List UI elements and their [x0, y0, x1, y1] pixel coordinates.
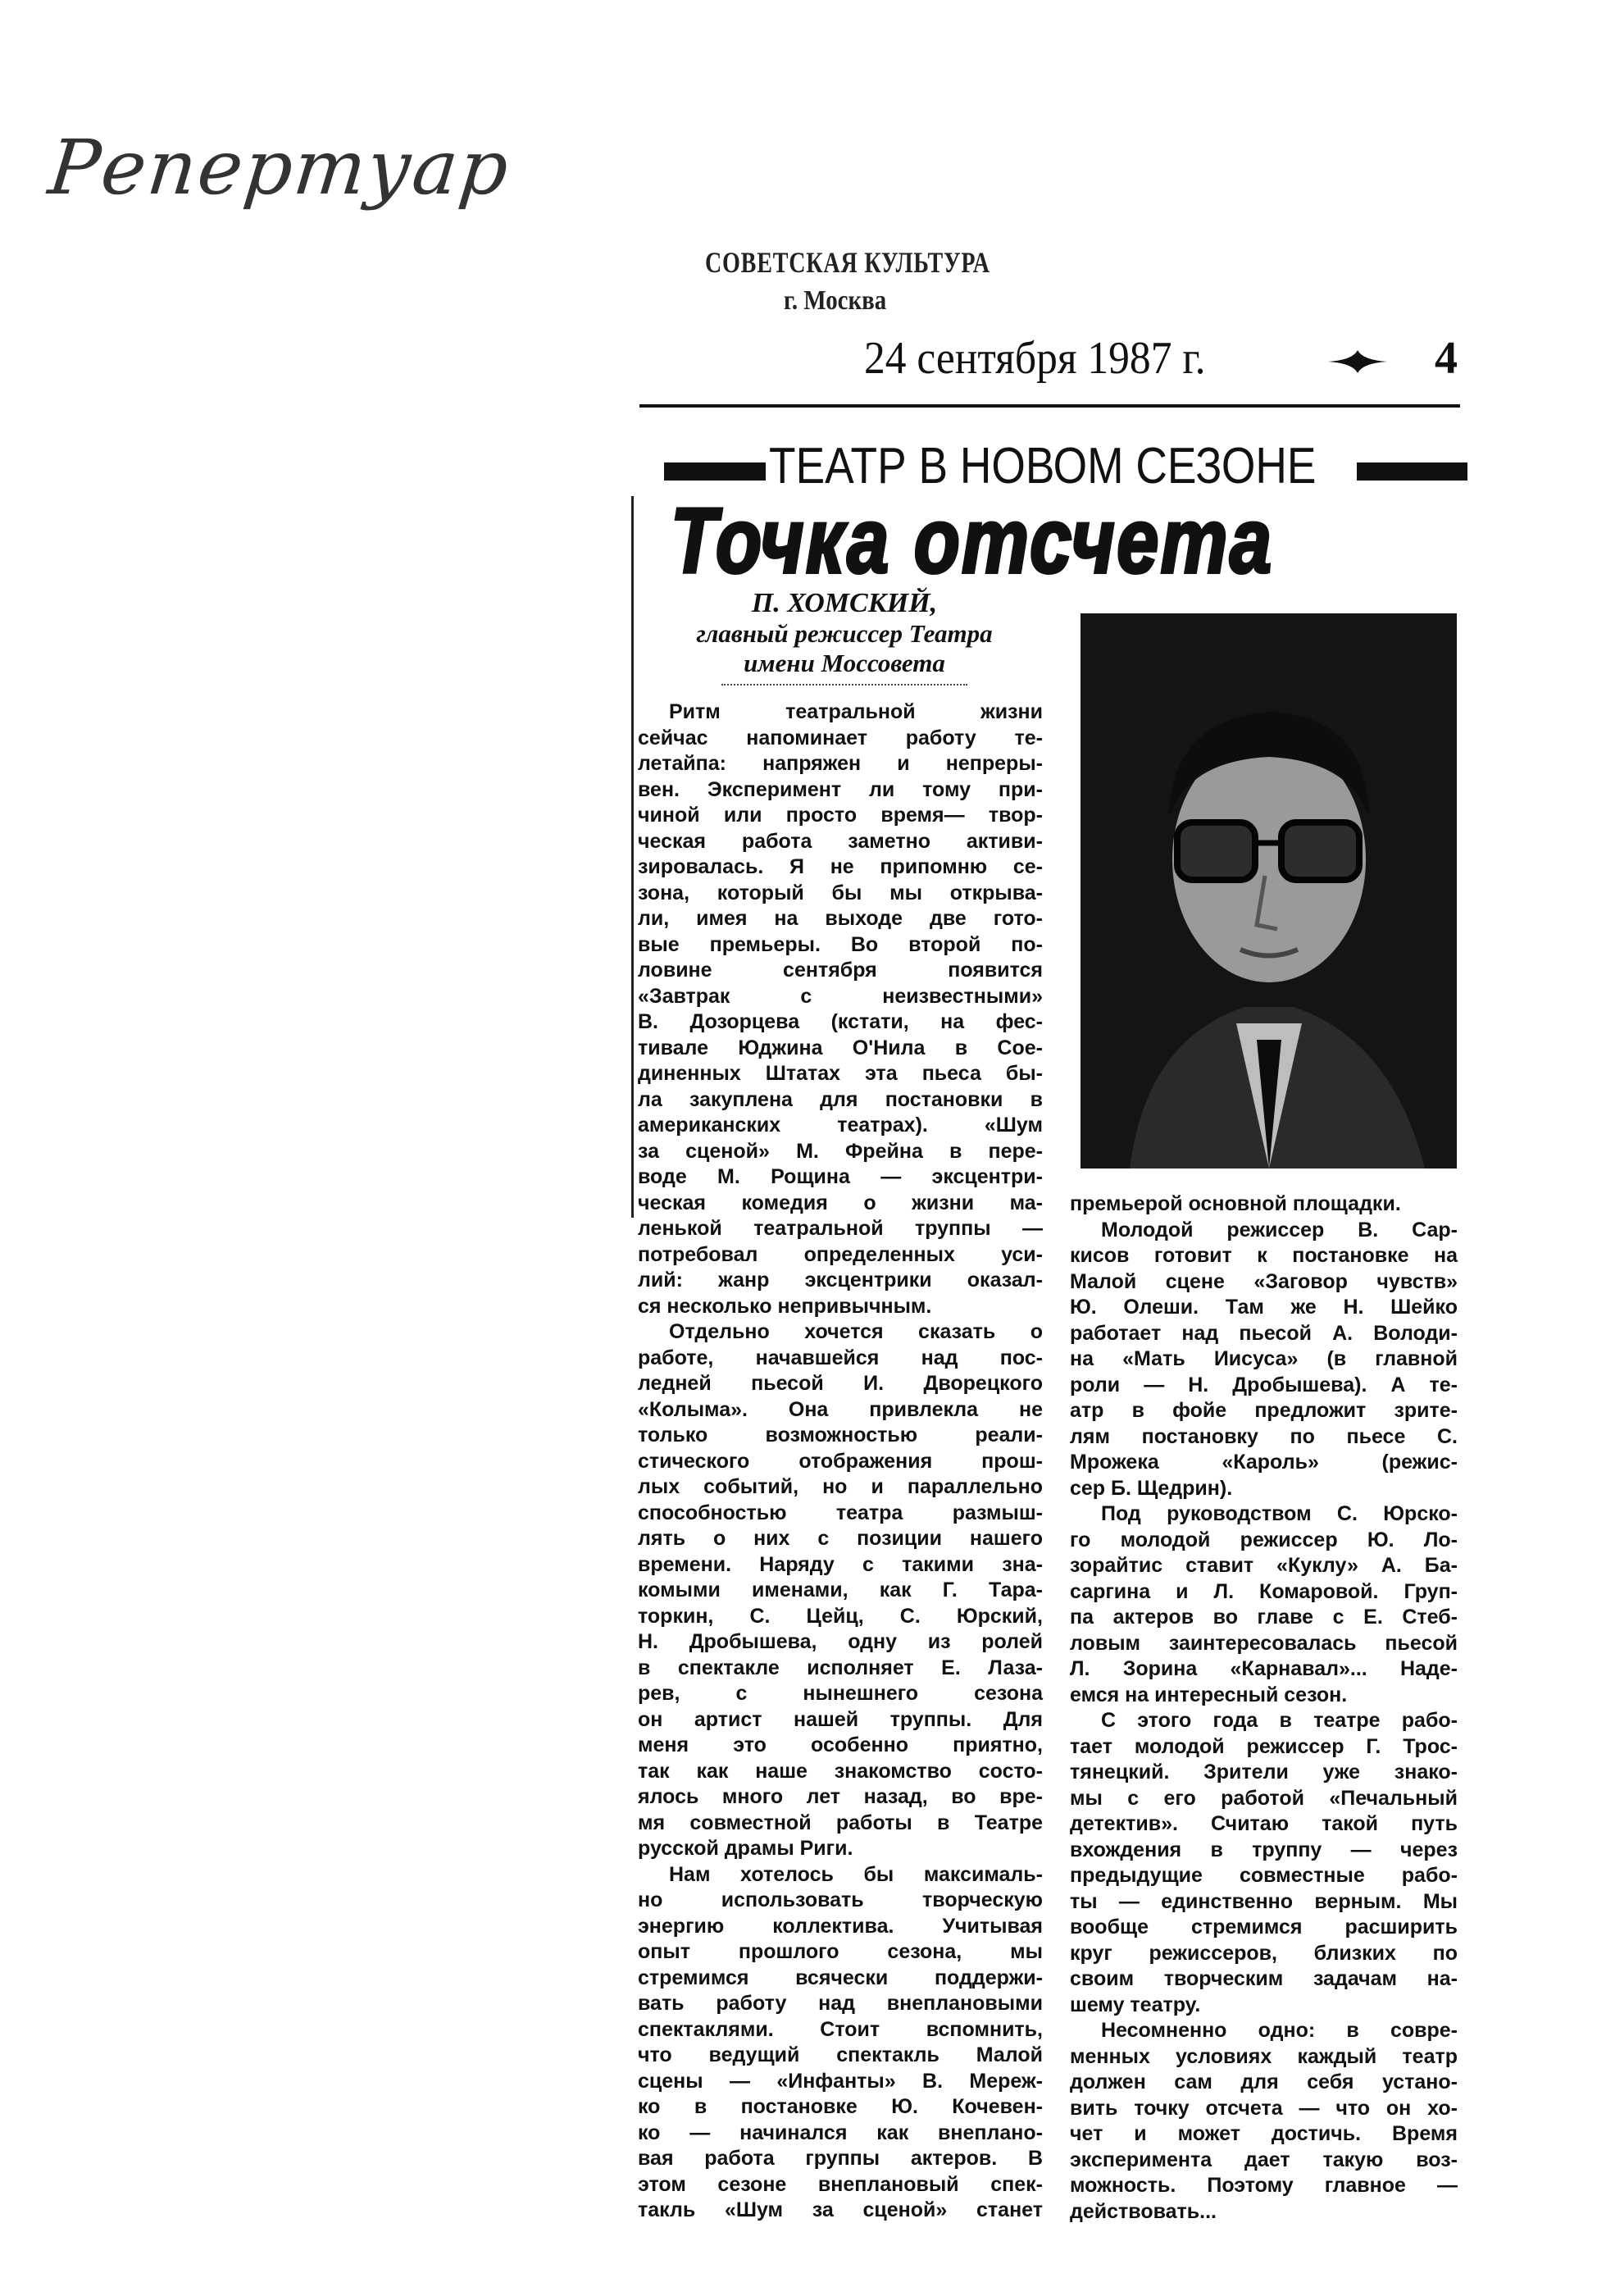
article-paragraph — [1070, 1501, 1458, 1708]
rubric-heading: ТЕАТР В НОВОМ СЕЗОНЕ — [769, 438, 1317, 494]
article-line: ся несколько непривычным. — [638, 1294, 932, 1318]
article-paragraph — [1070, 1218, 1458, 1502]
header-rule — [639, 404, 1460, 408]
article-line: такль «Шум за сценой» станет — [638, 2198, 1043, 2221]
author-portrait-photo — [1081, 613, 1457, 1168]
byline-author: П. ХОМСКИЙ, — [751, 588, 938, 618]
article-line: летайпа: напряжен и непреры- — [638, 752, 1043, 775]
article-paragraph — [638, 1862, 1043, 2224]
newspaper-name: СОВЕТСКАЯ КУЛЬТУРА — [705, 246, 990, 279]
article-line: вообще стремимся расширить — [1070, 1916, 1458, 1938]
article-line: С этого года в театре рабо- — [1101, 1709, 1458, 1732]
article-line: лий: жанр эксцентрики оказал- — [638, 1269, 1043, 1292]
article-line: мы с его работой «Печальный — [1070, 1786, 1458, 1810]
article-line: тает молодой режиссер Г. Трос- — [1070, 1734, 1458, 1758]
article-line: вые премьеры. Во второй по- — [638, 932, 1043, 956]
article-line: энергию коллектива. Учитывая — [638, 1914, 1043, 1938]
article-line: предыдущие совместные рабо- — [1070, 1864, 1458, 1887]
article-line: атр в фойе предложит зрите- — [1070, 1399, 1458, 1422]
article-line: «Колыма». Она привлекла не — [638, 1397, 1043, 1421]
column-rule — [631, 496, 634, 1218]
article-line: мя совместной работы в Театре — [638, 1811, 1043, 1834]
article-title: Точка отсчета — [671, 490, 1274, 592]
article-line: действовать... — [1070, 2199, 1217, 2223]
article-line: меня это особенно приятно, — [638, 1733, 1043, 1756]
article-paragraph — [638, 1319, 1043, 1862]
article-line: сцены — «Инфанты» В. Мереж- — [638, 2069, 1043, 2093]
article-line: ко — начинался как внеплано- — [638, 2121, 1043, 2144]
article-line: ловым заинтересовалась пьесой — [1070, 1631, 1458, 1655]
article-line: работает над пьесой А. Володи- — [1070, 1321, 1458, 1345]
page-number: 4 — [1435, 333, 1458, 384]
article-line: что ведущий спектакль Малой — [638, 2043, 1043, 2066]
article-line: зировалась. Я не припомню се- — [638, 855, 1043, 878]
article-column-right — [1070, 1191, 1458, 2225]
article-paragraph — [638, 699, 1043, 1319]
article-line: сер Б. Щедрин). — [1070, 1476, 1233, 1500]
article-line: ческая комедия о жизни ма- — [638, 1191, 1043, 1214]
article-column-left — [638, 699, 1043, 2224]
newspaper-city: г. Москва — [784, 285, 887, 316]
article-line: работе, начавшейся над пос- — [638, 1346, 1043, 1369]
article-line: времени. Наряду с такими зна- — [638, 1552, 1043, 1576]
byline-underline — [721, 684, 967, 686]
article-line: тивале Юджина О'Нила в Сое- — [638, 1036, 1043, 1059]
article-line: способностью театра размыш- — [638, 1501, 1043, 1524]
article-line: Мрожека «Кароль» (режис- — [1070, 1451, 1458, 1474]
byline-theatre: имени Моссовета — [744, 649, 945, 677]
article-line: так как наше знакомство состо- — [638, 1759, 1043, 1783]
article-line: В. Дозорцева (кстати, на фес- — [638, 1010, 1043, 1033]
rubric-bar-right — [1357, 462, 1467, 481]
article-line: шему театру. — [1070, 1993, 1201, 2016]
article-line: ялось много лет назад, во вре- — [638, 1785, 1043, 1808]
article-line: зорайтис ставит «Куклу» А. Ба- — [1070, 1554, 1458, 1577]
article-line: премьерой основной площадки. — [1070, 1192, 1401, 1215]
article-line: торкин, С. Цейц, С. Юрский, — [638, 1604, 1043, 1628]
article-line: го молодой режиссер Ю. Ло- — [1070, 1528, 1458, 1551]
article-line: своим творческим задачам на- — [1070, 1967, 1458, 1990]
article-line: емся на интересный сезон. — [1070, 1683, 1348, 1706]
article-line: Нам хотелось бы максималь- — [669, 1862, 1043, 1886]
article-line: лям постановку по пьесе С. — [1070, 1424, 1458, 1448]
article-line: Н. Дробышева, одну из ролей — [638, 1630, 1043, 1653]
article-line: стремимся всячески поддержи- — [638, 1966, 1043, 1989]
article-line: должен сам для себя устано- — [1070, 2070, 1458, 2093]
article-line: на «Мать Иисуса» (в главной — [1070, 1347, 1458, 1370]
article-line: сейчас напоминает работу те- — [638, 726, 1043, 749]
article-line: чиной или просто время— твор- — [638, 804, 1043, 827]
article-line: Л. Зорина «Карнавал»... Наде- — [1070, 1657, 1458, 1680]
diamond-ornament-icon — [1328, 350, 1387, 373]
article-line: кисов готовит к постановке на — [1070, 1244, 1458, 1267]
article-line: «Завтрак с неизвестными» — [638, 984, 1043, 1008]
article-line: вить точку отсчета — что он хо- — [1070, 2096, 1458, 2120]
article-line: саргина и Л. Комаровой. Груп- — [1070, 1579, 1458, 1603]
article-line: спектаклями. Стоит вспомнить, — [638, 2017, 1043, 2041]
article-line: ла закуплена для постановки в — [638, 1087, 1043, 1111]
article-line: ко в постановке Ю. Кочевен- — [638, 2095, 1043, 2118]
article-line: Малой сцене «Заговор чувств» — [1070, 1269, 1458, 1293]
article-line: менных условиях каждый театр — [1070, 2044, 1458, 2068]
article-paragraph — [1070, 2018, 1458, 2225]
article-line: ленькой театральной труппы — — [638, 1217, 1043, 1240]
article-line: ледней пьесой И. Дворецкого — [638, 1372, 1043, 1395]
article-line: потребовал определенных уси- — [638, 1242, 1043, 1266]
article-line: зона, который бы мы открыва- — [638, 881, 1043, 904]
article-line: русской драмы Риги. — [638, 1837, 853, 1860]
article-paragraph — [1070, 1191, 1458, 1218]
article-line: Ритм театральной жизни — [669, 700, 1043, 723]
article-line: этом сезоне внеплановый спек- — [638, 2172, 1043, 2196]
article-line: Отдельно хочется сказать о — [669, 1320, 1043, 1343]
article-line: вая работа группы актеров. В — [638, 2147, 1043, 2170]
article-line: чет и может достичь. Время — [1070, 2122, 1458, 2145]
article-line: он артист нашей труппы. Для — [638, 1707, 1043, 1731]
article-line: можность. Поэтому главное — — [1070, 2174, 1458, 2197]
article-line: эксперимента дает такую воз- — [1070, 2148, 1458, 2171]
article-line: вхождения в труппу — через — [1070, 1838, 1458, 1861]
article-line: вать работу над внеплановыми — [638, 1992, 1043, 2015]
article-line: диненных Штатах эта пьеса бы- — [638, 1062, 1043, 1085]
article-line: воде М. Рощина — эксцентри- — [638, 1165, 1043, 1188]
article-line: вен. Эксперимент ли тому при- — [638, 777, 1043, 801]
article-line: опыт прошлого сезона, мы — [638, 1940, 1043, 1963]
article-line: Ю. Олеши. Там же Н. Шейко — [1070, 1296, 1458, 1319]
article-line: рев, с нынешнего сезона — [638, 1682, 1043, 1705]
article-line: только возможностью реали- — [638, 1424, 1043, 1446]
article-line: за сценой» М. Фрейна в пере- — [638, 1139, 1043, 1163]
article-line: ли, имея на выходе две гото- — [638, 907, 1043, 930]
article-line: но использовать творческую — [638, 1888, 1043, 1911]
issue-date: 24 сентября 1987 г. — [864, 333, 1206, 384]
byline-role: главный режиссер Театра — [696, 619, 993, 648]
article-line: стического отображения прош- — [638, 1449, 1043, 1473]
handwritten-note: Репертуар — [44, 124, 514, 212]
article-line: лых событий, но и параллельно — [638, 1475, 1043, 1498]
article-line: детектив». Считаю такой путь — [1070, 1812, 1458, 1835]
article-line: роли — Н. Дробышева). А те- — [1070, 1373, 1458, 1396]
article-line: лять о них с позиции нашего — [638, 1527, 1043, 1550]
article-line: круг режиссеров, близких по — [1070, 1941, 1458, 1965]
article-line: ты — единственно верным. Мы — [1070, 1889, 1458, 1913]
article-line: ческая работа заметно активи- — [638, 829, 1043, 853]
article-line: Несомненно одно: в совре- — [1101, 2019, 1458, 2042]
article-line: тянецкий. Зрители уже знако- — [1070, 1761, 1458, 1784]
article-line: ловине сентября появится — [638, 959, 1043, 982]
article-line: Молодой режиссер В. Сар- — [1101, 1218, 1458, 1241]
article-paragraph — [1070, 1708, 1458, 2018]
article-line: комыми именами, как Г. Тара- — [638, 1578, 1043, 1601]
article-line: в спектакле исполняет Е. Лаза- — [638, 1656, 1043, 1679]
rubric-bar-left — [664, 462, 766, 481]
article-line: па актеров во главе с Е. Стеб- — [1070, 1606, 1458, 1629]
article-line: американских театрах). «Шум — [638, 1114, 1043, 1137]
article-line: Под руководством С. Юрско- — [1101, 1502, 1458, 1525]
